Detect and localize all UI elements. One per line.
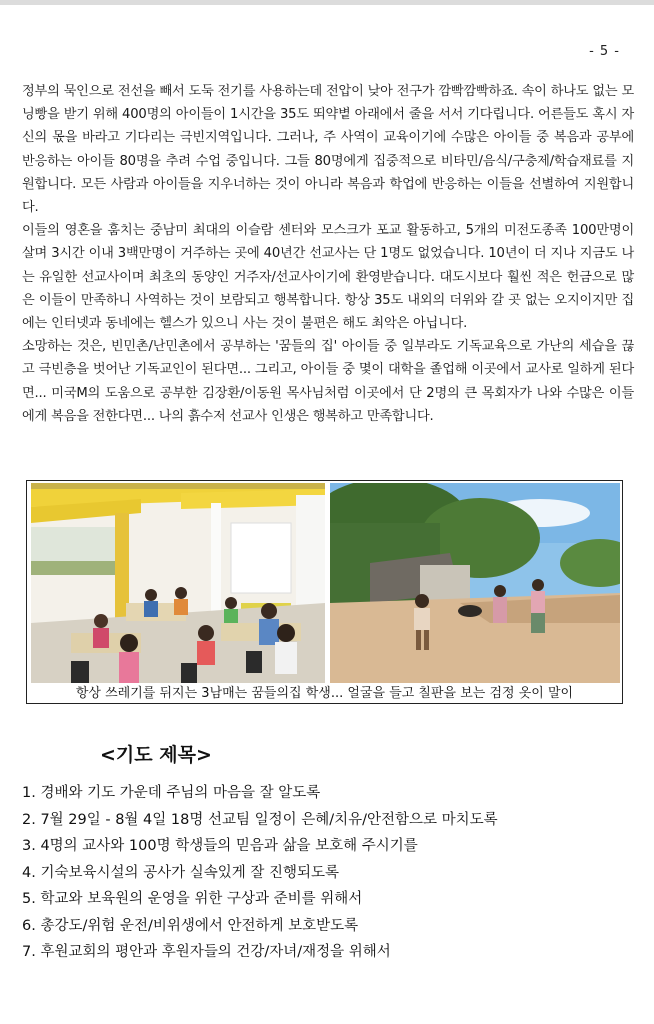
paragraph-3: 소망하는 것은, 빈민촌/난민촌에서 공부하는 '꿈들의 집' 아이들 중 일부라도 기독교육으로 가난의 세습을 끊고 극빈층을 벗어난 기독교인이 된다면... 그리고, 아이들 중 몇이 대학을 졸업해 이곳에서 교사로 일하게 된다면... 미국M의 도움으로 공부한 김장환/이동원 목사님처럼 이곳에서 단 2명의 큰 목회자가 나와 수많은 이들에게 복음을 전한다면... 나의 흙수저 선교사 인생은 행복하고 만족합니다. (22, 339, 634, 424)
prayer-item: 6. 총강도/위험 운전/비위생에서 안전하게 보호받도록 (22, 917, 359, 934)
village-children-photo (330, 483, 620, 683)
page-number: - 5 - (589, 44, 620, 59)
prayer-item: 3. 4명의 교사와 100명 학생들의 믿음과 삶을 보호해 주시기를 (22, 838, 418, 854)
prayer-item: 2. 7월 29일 - 8월 4일 18명 선교팀 일정이 은혜/치유/안전함으로 마치도록 (22, 811, 498, 828)
prayer-section-title: <기도 제목> (100, 744, 212, 766)
paragraph-1: 정부의 묵인으로 전선을 빼서 도둑 전기를 사용하는데 전압이 낮아 전구가 깜빡깜빡하죠. 속이 하나도 없는 모닝빵을 받기 위해 400명의 아이들이 1시간을 35도 뙤약볕 아래에서 줄을 서서 기다립니다. 어른들도 혹시 자신의 몫을 바라고 기다리는 극빈지역입니다. 그러나, 주 사역이 교육이기에 수많은 아이들 중 복음과 공부에 반응하는 아이들 80명을 추려 수업 중입니다. 그들 80명에게 집중적으로 비타민/음식/구충제/학습재료를 지원합니다. 모든 사람과 아이들을 지우너하는 것이 아니라 복음과 학업에 반응하는 이들을 선별하여 지원합니다. (22, 84, 634, 216)
photo-caption: 항상 쓰레기를 뒤지는 3남매는 꿈들의집 학생... 얼굴을 들고 칠판을 보는 검정 옷이 말이 (75, 686, 574, 701)
prayer-item: 1. 경배와 기도 가운데 주님의 마음을 잘 알도록 (22, 785, 321, 801)
paragraph-2: 이들의 영혼을 훔치는 중남미 최대의 이슬람 센터와 모스크가 포교 활동하고, 5개의 미전도종족 100만명이 살며 3시간 이내 3백만명이 거주하는 곳에 40년간 선교사는 단 1명도 없었습니다. 10년이 더 지나 지금도 나는 유일한 선교사이며 최초의 동양인 거주자/선교사이기에 환영받습니다. 대도시보다 훨씬 적은 헌금으로 많은 이들이 만족하니 사역하는 것이 보람되고 행복합니다. 항상 35도 내외의 더위와 갈 곳 없는 오지이지만 집에는 인터넷과 동네에는 헬스가 있으니 사는 것이 불편은 해도 최악은 아닙니다. (22, 223, 634, 332)
top-edge (0, 0, 654, 5)
prayer-item: 4. 기숙보육시설의 공사가 실속있게 잘 진행되도록 (22, 864, 340, 881)
prayer-item: 5. 학교와 보육원의 운영을 위한 구상과 준비를 위해서 (22, 891, 363, 907)
photo-panel (26, 480, 623, 704)
body-text (22, 80, 634, 428)
prayer-item: 7. 후원교회의 평안과 후원자들의 건강/자녀/재정을 위해서 (22, 944, 391, 960)
classroom-photo (31, 483, 325, 683)
prayer-list (22, 780, 498, 966)
